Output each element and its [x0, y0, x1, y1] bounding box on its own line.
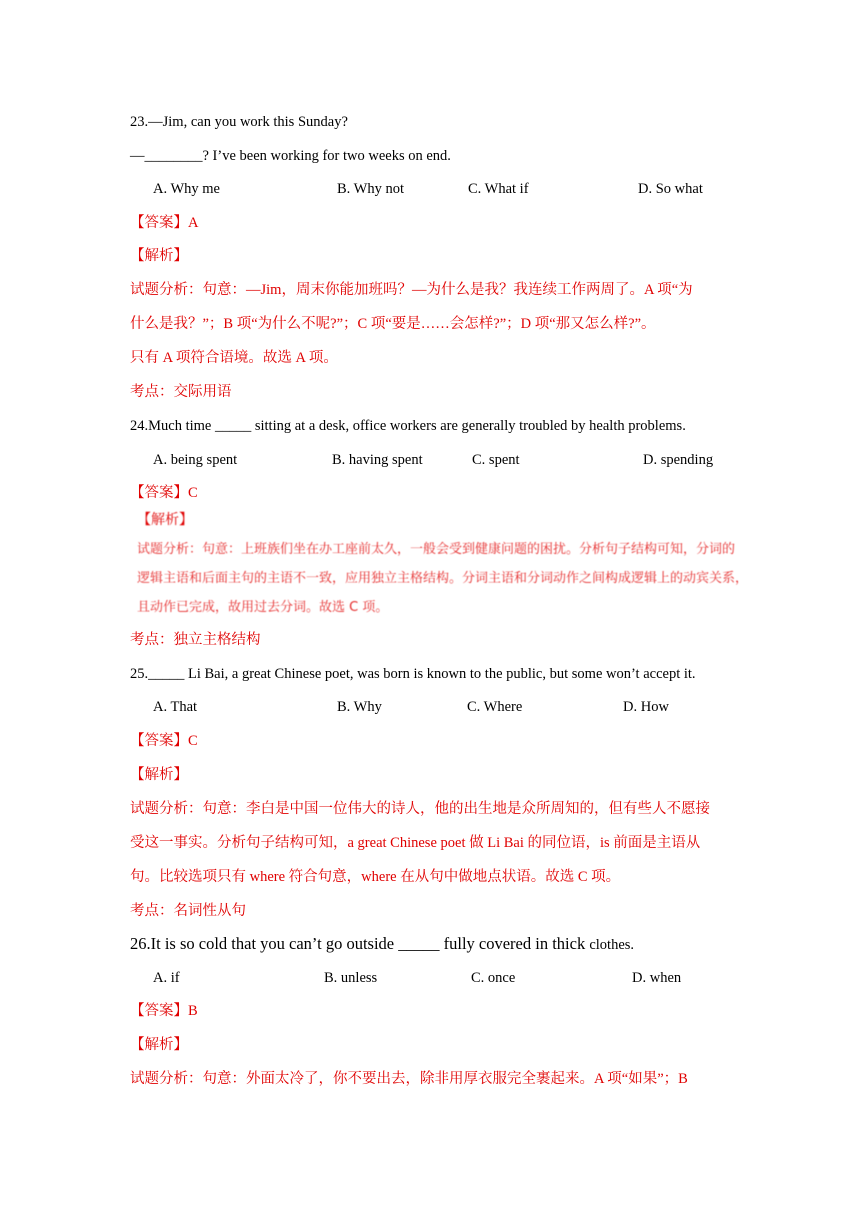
question-25-option-a: A. That: [153, 699, 198, 715]
question-23-stem: 23.—Jim, can you work this Sunday?: [130, 114, 348, 130]
question-25-option-c: C. Where: [467, 699, 523, 715]
question-25-option-d: D. How: [623, 699, 669, 715]
question-26-answer: 【答案】B: [130, 1003, 198, 1019]
question-25-answer: 【答案】C: [130, 733, 198, 749]
question-23-analysis-line: 试题分析：句意：—Jim，周末你能加班吗？—为什么是我？我连续工作两周了。A 项“为: [130, 282, 693, 298]
question-25-option-b: B. Why: [337, 699, 382, 715]
question-24-option-c: C. spent: [472, 452, 520, 468]
question-26-stem: [130, 934, 634, 955]
question-26-analysis-label: 【解析】: [130, 1037, 188, 1053]
question-25-analysis-line: 句。比较选项只有 where 符合句意，where 在从句中做地点状语。故选 C 项。: [130, 869, 621, 885]
question-24-stem: 24.Much time _____ sitting at a desk, office workers are generally troubled by health problems.: [130, 418, 686, 434]
question-23-analysis-line: 只有 A 项符合语境。故选 A 项。: [130, 350, 338, 366]
question-24-analysis-line: 试题分析：句意：上班族们坐在办工座前太久，一般会受到健康问题的困扰。分析句子结构可知，分词的: [137, 542, 736, 557]
question-23-option-d: D. So what: [638, 181, 703, 197]
question-25-analysis-line: 受这一事实。分析句子结构可知，a great Chinese poet 做 Li Bai 的同位语，is 前面是主语从: [130, 835, 701, 851]
question-23-point: 考点：交际用语: [130, 384, 232, 400]
question-26-option-a: A. if: [153, 970, 180, 986]
question-24-analysis-line: 且动作已完成，故用过去分词。故选 C 项。: [137, 600, 389, 615]
question-26-option-b: B. unless: [324, 970, 378, 986]
question-25-point: 考点：名词性从句: [130, 903, 246, 919]
question-24-option-b: B. having spent: [332, 452, 423, 468]
question-24-analysis-label: 【解析】: [137, 513, 193, 528]
question-24-point: 考点：独立主格结构: [130, 632, 261, 648]
question-23-response: —________? I’ve been working for two weeks on end.: [130, 148, 451, 164]
question-23-answer: 【答案】A: [130, 215, 199, 231]
question-25-stem: 25._____ Li Bai, a great Chinese poet, was born is known to the public, but some won’t accept it.: [130, 666, 696, 682]
question-24-option-a: A. being spent: [153, 452, 238, 468]
question-26-analysis-line: 试题分析：句意：外面太冷了，你不要出去，除非用厚衣服完全裹起来。A 项“如果”；B: [130, 1071, 688, 1087]
question-23-option-b: B. Why not: [337, 181, 404, 197]
question-24-answer: 【答案】C: [130, 485, 198, 501]
question-26-option-d: D. when: [632, 970, 682, 986]
question-23-option-a: A. Why me: [153, 181, 220, 197]
question-25-analysis-line: 试题分析：句意：李白是中国一位伟大的诗人，他的出生地是众所周知的，但有些人不愿接: [130, 801, 710, 817]
question-23-analysis-line: 什么是我？”；B 项“为什么不呢?”；C 项“要是……会怎样?”；D 项“那又怎么样?”。: [130, 316, 656, 332]
question-26-stem-main: 26.It is so cold that you can’t go outside _____ fully covered in thick: [130, 934, 590, 953]
question-26-stem-tail: clothes.: [589, 937, 635, 953]
question-26-option-c: C. once: [471, 970, 516, 986]
question-25-analysis-label: 【解析】: [130, 767, 188, 783]
question-24-analysis-line: 逻辑主语和后面主句的主语不一致，应用独立主格结构。分词主语和分词动作之间构成逻辑上的动宾关系，: [137, 571, 749, 586]
question-24-option-d: D. spending: [643, 452, 714, 468]
question-23-option-c: C. What if: [468, 181, 529, 197]
question-23-analysis-label: 【解析】: [130, 248, 188, 264]
